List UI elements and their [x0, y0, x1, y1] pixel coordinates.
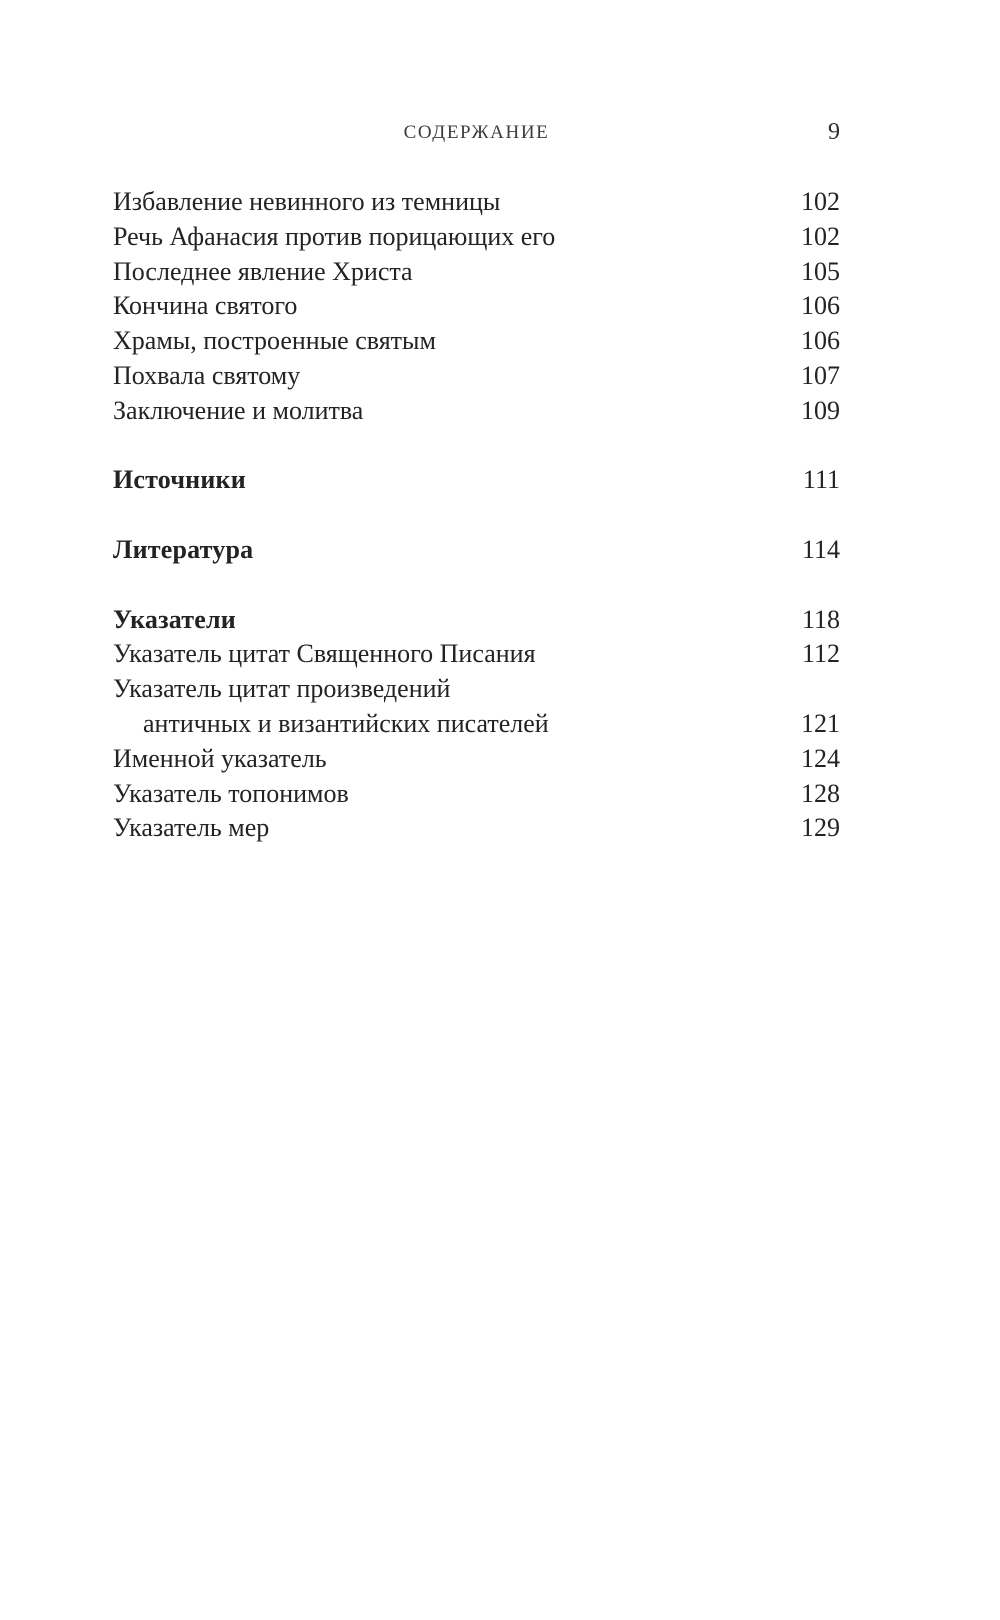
toc-entry-title: Избавление невинного из темницы	[113, 187, 501, 216]
toc-entry-title: Литература	[113, 534, 254, 564]
toc-entry-title: Указатель мер	[113, 813, 270, 843]
toc-entry-page: 112	[801, 639, 840, 669]
toc-entry-page: 105	[801, 256, 840, 286]
toc-entry-page: 107	[801, 360, 840, 390]
toc-entry	[113, 637, 840, 672]
toc-gap	[113, 568, 840, 603]
toc-entry	[113, 220, 840, 255]
toc-entry-title: Храмы, построенные святым	[113, 326, 436, 356]
toc-entry	[113, 394, 840, 429]
toc-entry-title: Похвала святому	[113, 360, 301, 390]
toc-entry-page: 109	[801, 395, 840, 425]
page-heading: СОДЕРЖАНИЕ	[403, 122, 550, 143]
toc-entry-page: 129	[801, 813, 840, 843]
toc-entry-title: Указатель топонимов	[113, 778, 349, 808]
toc-entry-page: 111	[802, 465, 840, 495]
toc-entry-title: Именной указатель	[113, 743, 327, 773]
toc-entry	[113, 289, 840, 324]
toc-entry-title: Заключение и молитва	[113, 395, 364, 425]
toc-entry-page: 102	[801, 221, 840, 251]
toc-entry	[113, 533, 840, 568]
toc-entry	[113, 777, 840, 812]
toc-entry-title: Кончина святого	[113, 291, 298, 321]
toc-entry-title: Указатели	[113, 604, 236, 634]
toc-entry	[113, 324, 840, 359]
toc-entry-title: Последнее явление Христа	[113, 256, 413, 286]
toc-gap	[113, 429, 840, 464]
toc-entry-title: Указатель цитат Священного Писания	[113, 639, 536, 669]
toc-entry-title: Источники	[113, 465, 246, 495]
toc-gap	[113, 498, 840, 533]
toc-entry	[113, 707, 840, 742]
toc-entry-title: Указатель цитат произведений	[113, 674, 451, 704]
toc-entry	[113, 742, 840, 777]
toc-entry-page: 106	[801, 326, 840, 356]
running-head	[113, 119, 840, 145]
toc-entry-title: Речь Афанасия против порицающих его	[113, 221, 556, 251]
toc-entry-page: 128	[801, 778, 840, 808]
toc-entry-page: 102	[801, 187, 840, 216]
toc-entry	[113, 463, 840, 498]
toc-entry	[113, 811, 840, 846]
toc-entry	[113, 255, 840, 290]
toc-entry	[113, 359, 840, 394]
toc-entry-page: 106	[801, 291, 840, 321]
toc-entry-page: 124	[801, 743, 840, 773]
toc-entry	[113, 603, 840, 638]
toc-entry	[113, 672, 840, 707]
toc-entry-title: античных и византийских писателей	[143, 708, 549, 738]
page-number: 9	[828, 119, 840, 145]
table-of-contents	[113, 185, 840, 846]
toc-entry	[113, 185, 840, 220]
toc-entry-page: 118	[801, 604, 840, 634]
toc-entry-page: 121	[801, 708, 840, 738]
toc-entry-page: 114	[801, 534, 840, 564]
